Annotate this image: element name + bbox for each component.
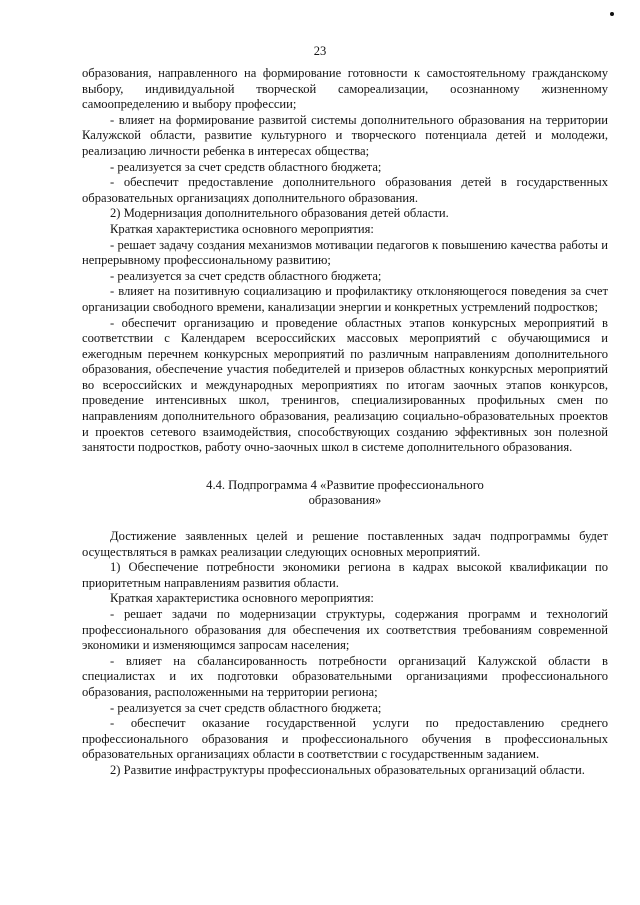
- page-number: 23: [313, 44, 327, 58]
- corner-dot-mark: [610, 12, 614, 16]
- paragraph: Краткая характеристика основного мероприятия:: [110, 221, 374, 236]
- paragraph: - влияет на сбалансированность потребности организаций Калужской области в специалистах и их подготовки образовательными организациями профессионального образования, расположенными на территории региона;: [82, 653, 608, 699]
- paragraph: - влияет на формирование развитой системы дополнительного образования на территории Калужской области, развитие культурного и творческого потенциала детей и молодежи, реализацию личности ребенка в интересах общества;: [82, 112, 608, 158]
- paragraph: - обеспечит предоставление дополнительного образования детей в государственных образовательных организациях дополнительного образования.: [82, 175, 608, 205]
- paragraph: - решает задачи по модернизации структуры, содержания программ и технологий профессионального образования для обеспечения их соответствия требованиям современной экономики и изменяющимся запросам населения;: [82, 607, 608, 653]
- section-heading: 4.4. Подпрограмма 4 «Развитие профессионального образования»: [206, 477, 484, 508]
- paragraph: образования, направленного на формирование готовности к самостоятельному гражданскому выбору, индивидуальной творческой самореализации, осознанному жизненному самоопределению и выбору профессии;: [82, 66, 608, 112]
- paragraph: - влияет на позитивную социализацию и профилактику отклоняющегося поведения за счет организации свободного времени, канализации энергии и конкретных устремлений подростков;: [82, 284, 608, 314]
- paragraph: - решает задачу создания механизмов мотивации педагогов к повышению качества работы и непрерывному профессиональному развитию;: [82, 237, 608, 268]
- paragraph: - обеспечит оказание государственной услуги по предоставлению среднего профессионального образования и профессионального обучения в профессиональных образовательных организациях области в соответствии с государственным заданием.: [82, 716, 608, 762]
- paragraph: 2) Развитие инфраструктуры профессиональных образовательных организаций области.: [110, 762, 585, 777]
- paragraph: Краткая характеристика основного мероприятия:: [110, 591, 374, 606]
- paragraph: 2) Модернизация дополнительного образования детей области.: [110, 206, 449, 221]
- document-body: [82, 66, 608, 779]
- paragraph: - реализуется за счет средств областного бюджета;: [110, 700, 382, 715]
- paragraph: 1) Обеспечение потребности экономики региона в кадрах высокой квалификации по приоритетным направлениям развития области.: [82, 560, 608, 590]
- paragraph: - обеспечит организацию и проведение областных этапов конкурсных мероприятий в соответствии с Календарем всероссийских массовых мероприятий с обучающимися и ежегодным перечнем конкурсных мероприятий по различным направлениям дополнительного образования, обеспечение участия победителей и призеров областных конкурсных мероприятий во всероссийских и международных мероприятиях по итогам заочных этапов конкурсов, проведение интенсивных школ, тренингов, специализированных профильных смен по направлениям дополнительного образования, реализацию социально-образовательных проектов и проектов сетевого взаимодействия, способствующих созданию эффективных зон полезной занятости подростков, работу очно-заочных школ в системе дополнительного образования.: [82, 315, 608, 455]
- paragraph: - реализуется за счет средств областного бюджета;: [110, 159, 382, 174]
- paragraph: Достижение заявленных целей и решение поставленных задач подпрограммы будет осуществляться в рамках реализации следующих основных мероприятий.: [82, 529, 608, 559]
- paragraph: - реализуется за счет средств областного бюджета;: [110, 268, 382, 283]
